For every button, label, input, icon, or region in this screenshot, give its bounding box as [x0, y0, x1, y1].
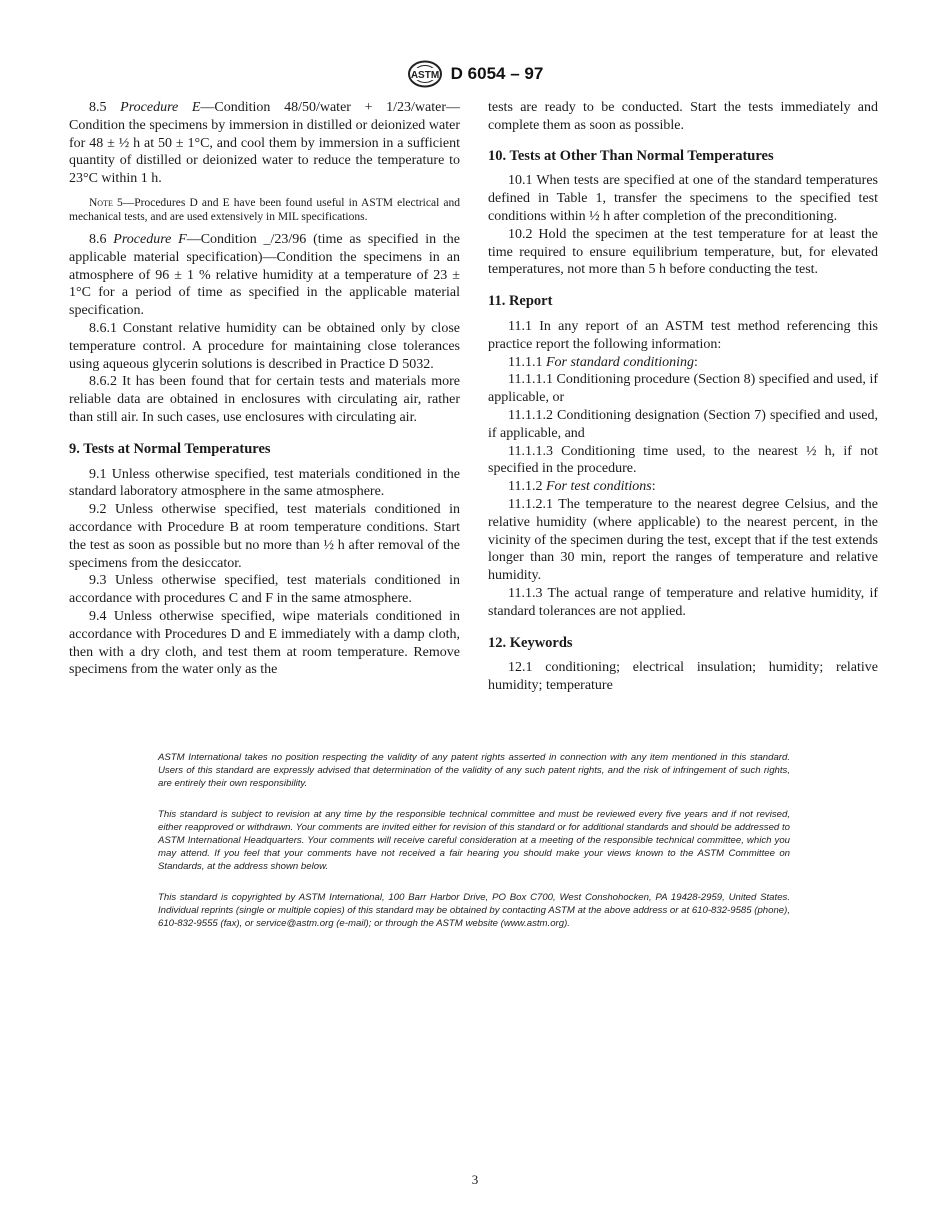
paragraph-10-2: 10.2 Hold the specimen at the test temperature for at least the time required to ensure equilibrium temperature, but, for elevated temperatures, not more than 5 h before conducting the test. — [488, 226, 878, 278]
paragraph-8-6-1: 8.6.1 Constant relative humidity can be obtained only by close temperature control. A procedure for maintaining close tolerances using aqueous glycerin solutions is described in Practice D 5032. — [69, 320, 460, 372]
revision-notice: This standard is subject to revision at any time by the responsible technical committee and must be reviewed every five years and if not revised, either reapproved or withdrawn. Your comments are invited either for revision of this standard or for additional standards and should be addressed to ASTM International Headquarters. Your comments will receive careful consideration at a meeting of the responsible technical committee, which you may attend. If you feel that your comments have not received a fair hearing you should make your views known to the ASTM Committee on Standards, at the address shown below. — [158, 808, 790, 873]
paragraph-11-1-1: 11.1.1 For standard conditioning: — [508, 354, 698, 370]
page-number: 3 — [471, 1172, 479, 1187]
left-column — [69, 99, 460, 679]
section-12-heading: 12. Keywords — [488, 634, 573, 651]
astm-logo-icon — [407, 60, 443, 88]
section-11-heading: 11. Report — [488, 293, 553, 310]
paragraph-11-1: 11.1 In any report of an ASTM test method referencing this practice report the following information: — [488, 318, 878, 352]
section-10-heading: 10. Tests at Other Than Normal Temperatures — [488, 147, 774, 164]
paragraph-11-1-2: 11.1.2 For test conditions: — [508, 479, 656, 495]
right-column — [488, 99, 878, 695]
paragraph-9-2: 9.2 Unless otherwise specified, test materials conditioned in accordance with Procedure B at room temperature conditions. Start the test as soon as possible but no more than ½ h after removal of the specimens from the desiccator. — [69, 502, 460, 571]
paragraph-11-1-3: 11.1.3 The actual range of temperature and relative humidity, if standard tolerances are not applied. — [488, 585, 878, 619]
paragraph-10-1: 10.1 When tests are specified at one of the standard temperatures defined in Table 1, transfer the specimens to the specified test conditions within ½ h after completion of the preconditioning. — [488, 173, 878, 224]
paragraph-12-1: 12.1 conditioning; electrical insulation; humidity; relative humidity; temperature — [488, 660, 878, 694]
paragraph-11-1-2-1: 11.1.2.1 The temperature to the nearest degree Celsius, and the relative humidity (where applicable) to the nearest percent, in the vicinity of the specimen during the test, except that if the test extends longer than 30 min, report the ranges of temperature and relative humidity. — [488, 496, 878, 584]
paragraph-11-1-1-2: 11.1.1.2 Conditioning designation (Section 7) specified and used, if applicable, and — [488, 407, 878, 441]
paragraph-9-1: 9.1 Unless otherwise specified, test materials conditioned in the standard laboratory atmosphere in the same atmosphere. — [69, 466, 460, 500]
note-5: Note 5—Procedures D and E have been found useful in ASTM electrical and mechanical tests, and are used extensively in MIL specifications. — [69, 196, 460, 223]
paragraph-9-3: 9.3 Unless otherwise specified, test materials conditioned in accordance with procedures C and F in the same atmosphere. — [69, 573, 460, 607]
standard-designation: D 6054 – 97 — [450, 64, 544, 83]
section-9-heading: 9. Tests at Normal Temperatures — [69, 440, 271, 457]
paragraph-9-4: 9.4 Unless otherwise specified, wipe materials conditioned in accordance with Procedures D and E immediately with a damp cloth, then with a dry cloth, and test them at room temperature. Remove specimens from the water only as the — [69, 608, 460, 678]
paragraph-8-6: 8.6 Procedure F—Condition _/23/96 (time as specified in the applicable material specification)—Condition the specimens in an atmosphere of 96 ± 1 % relative humidity at a temperature of 23 ± 1°C for a period of time as specified in the applicable material specification. — [69, 231, 460, 319]
copyright-notice: This standard is copyrighted by ASTM International, 100 Barr Harbor Drive, PO Box C700, West Conshohocken, PA 19428-2959, United States. Individual reprints (single or multiple copies) of this standard may be obtained by contacting ASTM at the above address or at 610-832-9585 (phone), 610-832-9555 (fax), or service@astm.org (e-mail); or through the ASTM website (www.astm.org). — [158, 891, 790, 930]
legal-footer — [158, 751, 790, 947]
svg-text:ASTM: ASTM — [410, 70, 439, 81]
paragraph-9-4-continued: tests are ready to be conducted. Start the tests immediately and complete them as soon as possible. — [488, 100, 878, 133]
paragraph-8-6-2: 8.6.2 It has been found that for certain tests and materials more reliable data are obtained in enclosures with circulating air, rather than still air. In such cases, use enclosures with circulating air. — [69, 374, 460, 425]
paragraph-11-1-1-1: 11.1.1.1 Conditioning procedure (Section 8) specified and used, if applicable, or — [488, 372, 878, 406]
paragraph-11-1-1-3: 11.1.1.3 Conditioning time used, to the nearest ½ h, if not specified in the procedure. — [488, 443, 878, 477]
patent-notice: ASTM International takes no position respecting the validity of any patent rights asserted in connection with any item mentioned in this standard. Users of this standard are expressly advised that determination of the validity of any such patent rights, and the risk of infringement of such rights, are entirely their own responsibility. — [158, 752, 790, 790]
page-header — [0, 60, 950, 88]
paragraph-8-5: 8.5 Procedure E—Condition 48/50/water + 1/23/water—Condition the specimens by immersion in distilled or deionized water for 48 ± ½ h at 50 ± 1°C, and cool them by immersion in a sufficient quantity of distilled or deionized water to reduce the temperature to 23°C within 1 h. — [69, 100, 461, 187]
